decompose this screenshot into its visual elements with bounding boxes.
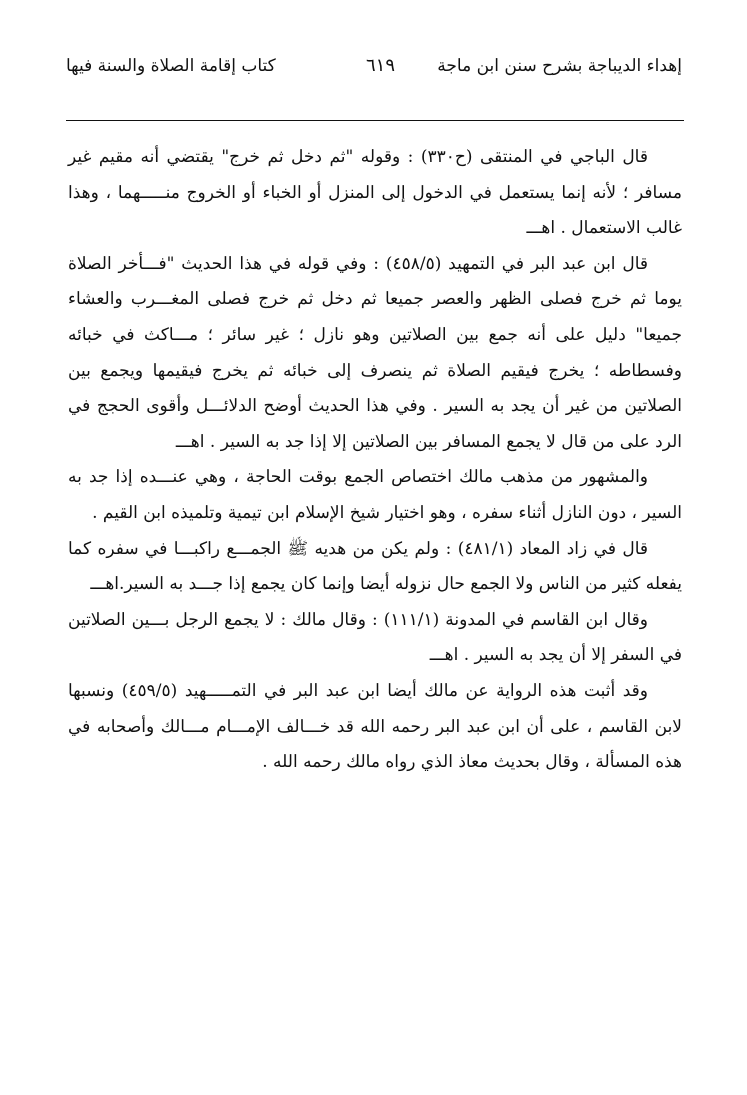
running-header — [66, 50, 682, 82]
paragraph-baji: قال الباجي في المنتقى (ح٣٣٠) : وقوله "ثم دخل ثم خرج" يقتضي أنه مقيم غير مسافر ؛ لأنه إنما يستعمل في الدخول إلى المنزل أو الخباء أو الخروج منـــــهما ، وهذا غالب الاستعمال . اهـــ — [68, 147, 682, 239]
paragraph-maliki-position: والمشهور من مذهب مالك اختصاص الجمع بوقت الحاجة ، وهي عنـــده إذا جد به السير ، دون النازل أثناء سفره ، وهو اختيار شيخ الإسلام ابن تيمية وتلميذه ابن القيم . — [68, 467, 682, 523]
paragraph-mudawwana: وقال ابن القاسم في المدونة (١١١/١) : وقال مالك : لا يجمع الرجل بـــين الصلاتين في السفر إلا أن يجد به السير . اهـــ — [68, 609, 682, 666]
paragraph-tamhid: وقد أثبت هذه الرواية عن مالك أيضا ابن عبد البر في التمـــــهيد (٤٥٩/٥) ونسبها لابن القاسم ، على أن ابن عبد البر رحمه الله قد خـــالف الإمـــام مـــالك وأصحابه في هذه المسألة ، وقال بحديث معاذ الذي رواه مالك رحمه الله . — [68, 680, 682, 773]
paragraph-zad-al-maad: قال في زاد المعاد (٤٨١/١) : ولم يكن من هديه ﷺ الجمـــع راكبـــا في سفره كما يفعله كثير من الناس ولا الجمع حال نزوله أيضا وإنما كان يجمع إذا جـــد به السير.اهـــ — [68, 538, 682, 595]
page-number: ٦١٩ — [366, 55, 396, 76]
body-text — [68, 140, 682, 781]
paragraph-ibn-abd-al-barr: قال ابن عبد البر في التمهيد (٤٥٨/٥) : وفي قوله في هذا الحديث "فـــأخر الصلاة يوما ثم خرج فصلى الظهر والعصر جميعا ثم دخل ثم خرج فصلى المغـــرب والعشاء جميعا" دليل على أنه جمع بين الصلاتين وهو نازل ؛ غير سائر ؛ مـــاكث في خبائه وفسطاطه ؛ يخرج فيقيم الصلاة ثم ينصرف إلى خبائه ثم يخرج فيقيمها ويجمع بين الصلاتين من غير أن يجد به السير . وفي هذا الحديث أوضح الدلائـــل وأقوى الحجج في الرد على من قال لا يجمع المسافر بين الصلاتين إلا إذا جد به السير . اهـــ — [68, 253, 682, 452]
chapter-title: كتاب إقامة الصلاة والسنة فيها — [66, 56, 276, 76]
book-title: إهداء الديباجة بشرح سنن ابن ماجة — [437, 56, 682, 76]
header-rule — [66, 120, 684, 121]
